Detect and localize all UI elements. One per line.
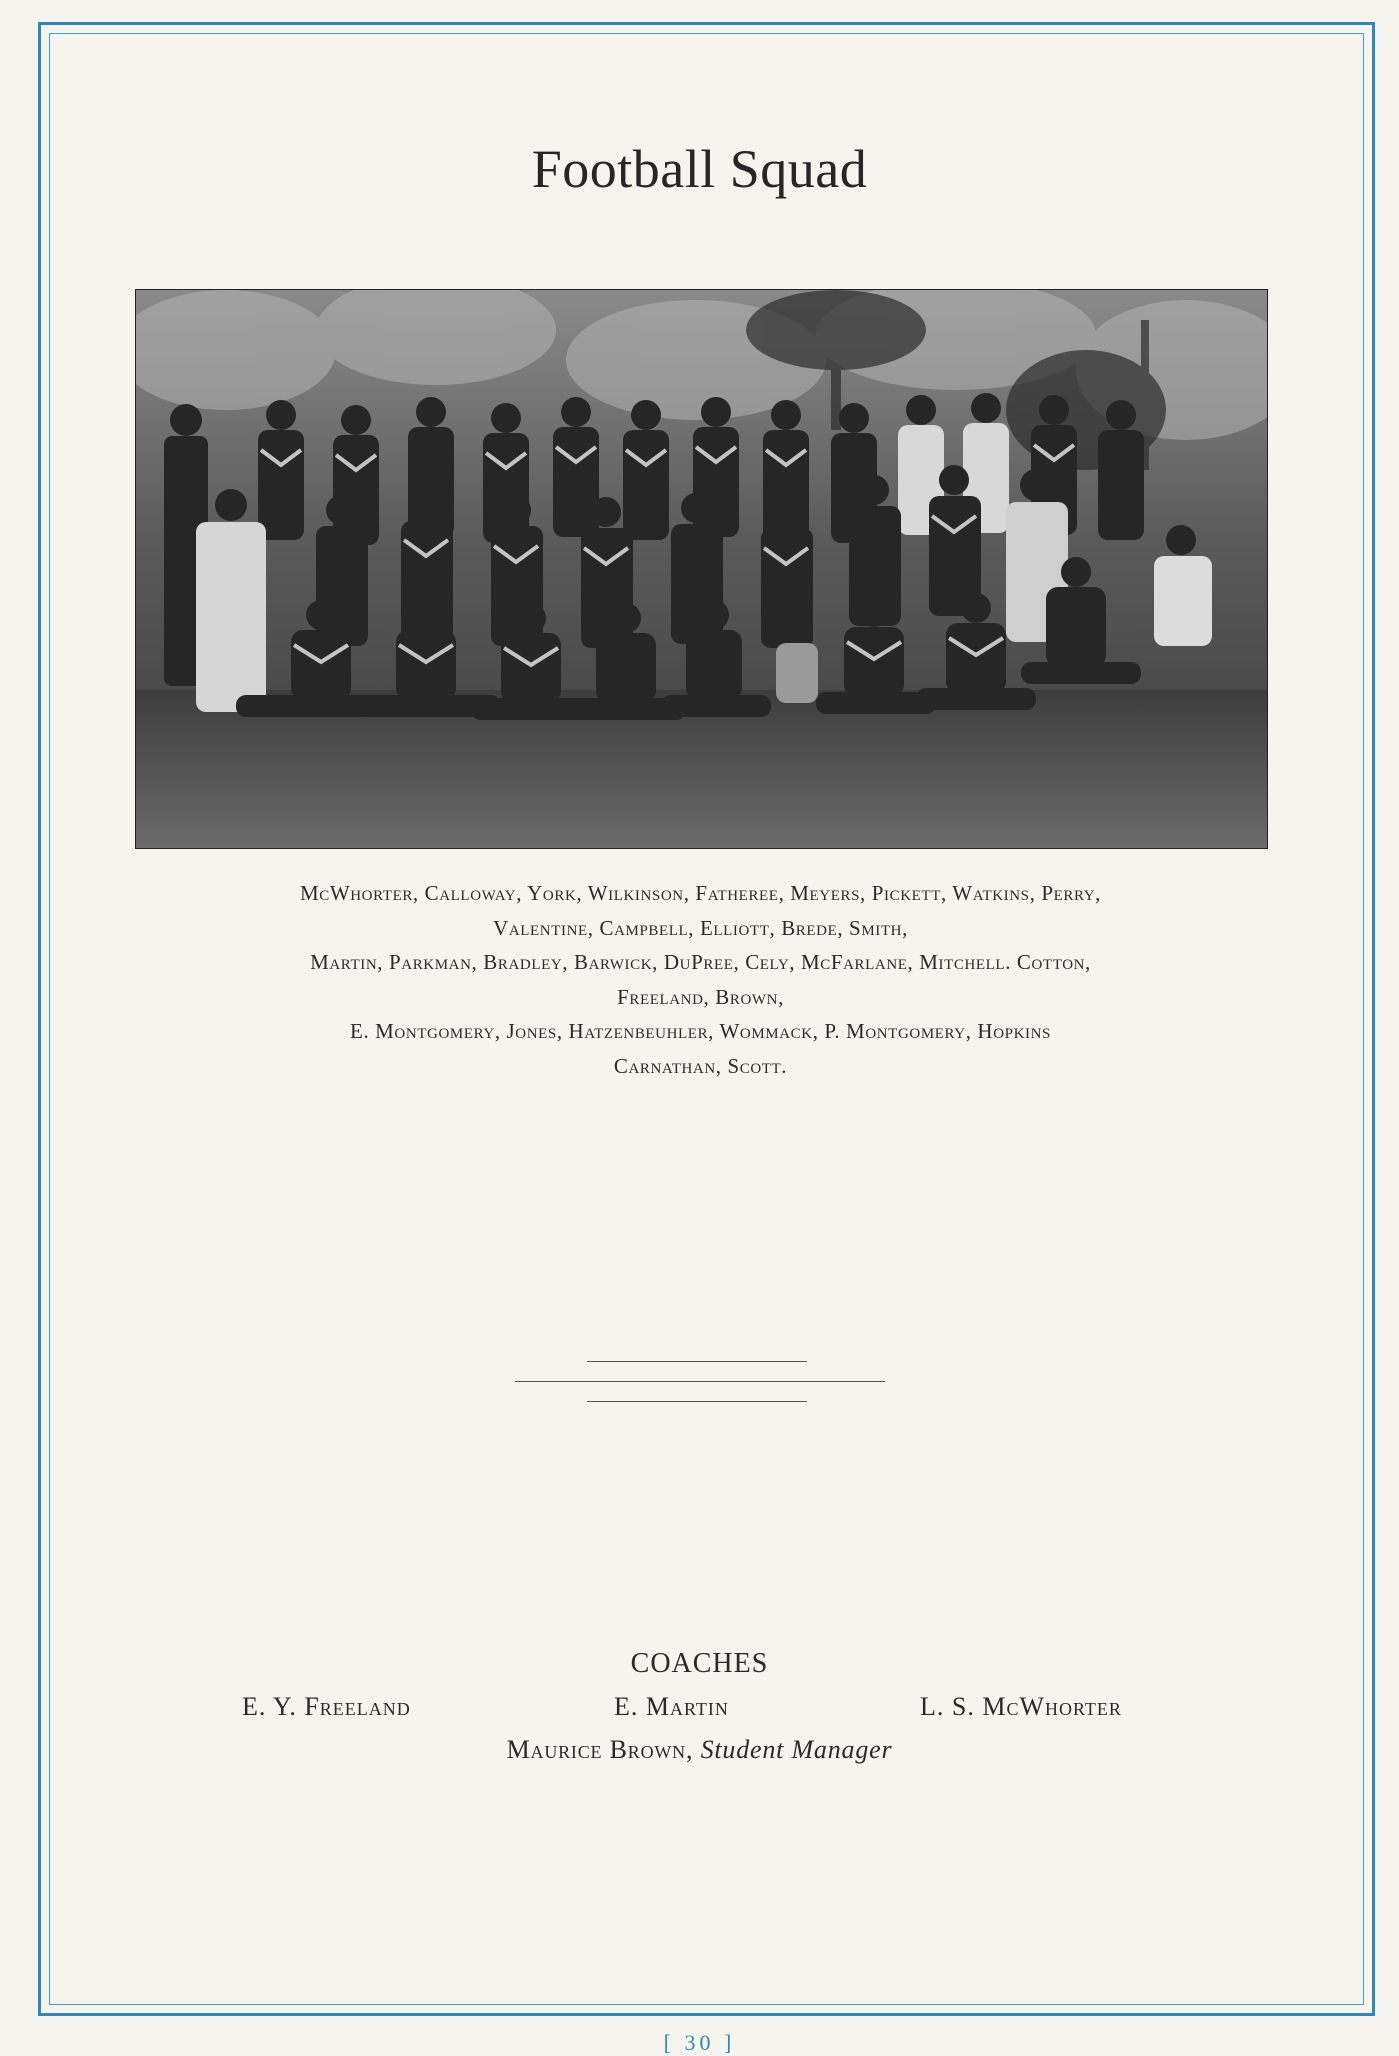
caption-line: E. Montgomery, Jones, Hatzenbeuhler, Wommack, P. Montgomery, Hopkins [350, 1019, 1051, 1043]
coach-name: L. S. McWhorter [920, 1692, 1122, 1721]
caption-line: Freeland, Brown, [617, 984, 784, 1009]
divider-rule [587, 1361, 807, 1362]
caption-line: Valentine, Campbell, Elliott, Brede, Smith, [493, 915, 908, 940]
divider-rule [587, 1401, 807, 1402]
student-manager [0, 1735, 1399, 1765]
caption-line: Carnathan, Scott. [613, 1053, 788, 1078]
decorative-rules [0, 1355, 1399, 1415]
page-title: Football Squad [531, 139, 868, 199]
page-number: [ 30 ] [663, 2030, 736, 2055]
caption-line: McWhorter, Calloway, York, Wilkinson, Fatheree, Meyers, Pickett, Watkins, Perry, [299, 881, 1102, 905]
coaches-heading: COACHES [630, 1648, 769, 1679]
manager-role: Student Manager [700, 1735, 893, 1764]
divider-rule [515, 1381, 885, 1382]
manager-name: Maurice Brown, [506, 1735, 694, 1764]
caption-line: Martin, Parkman, Bradley, Barwick, DuPree, Cely, McFarlane, Mitchell. Cotton, [310, 950, 1091, 974]
coach-name: E. Martin [614, 1692, 729, 1721]
coach-name: E. Y. Freeland [242, 1692, 411, 1721]
player-name-caption [135, 876, 1266, 1083]
team-photo [135, 289, 1268, 849]
